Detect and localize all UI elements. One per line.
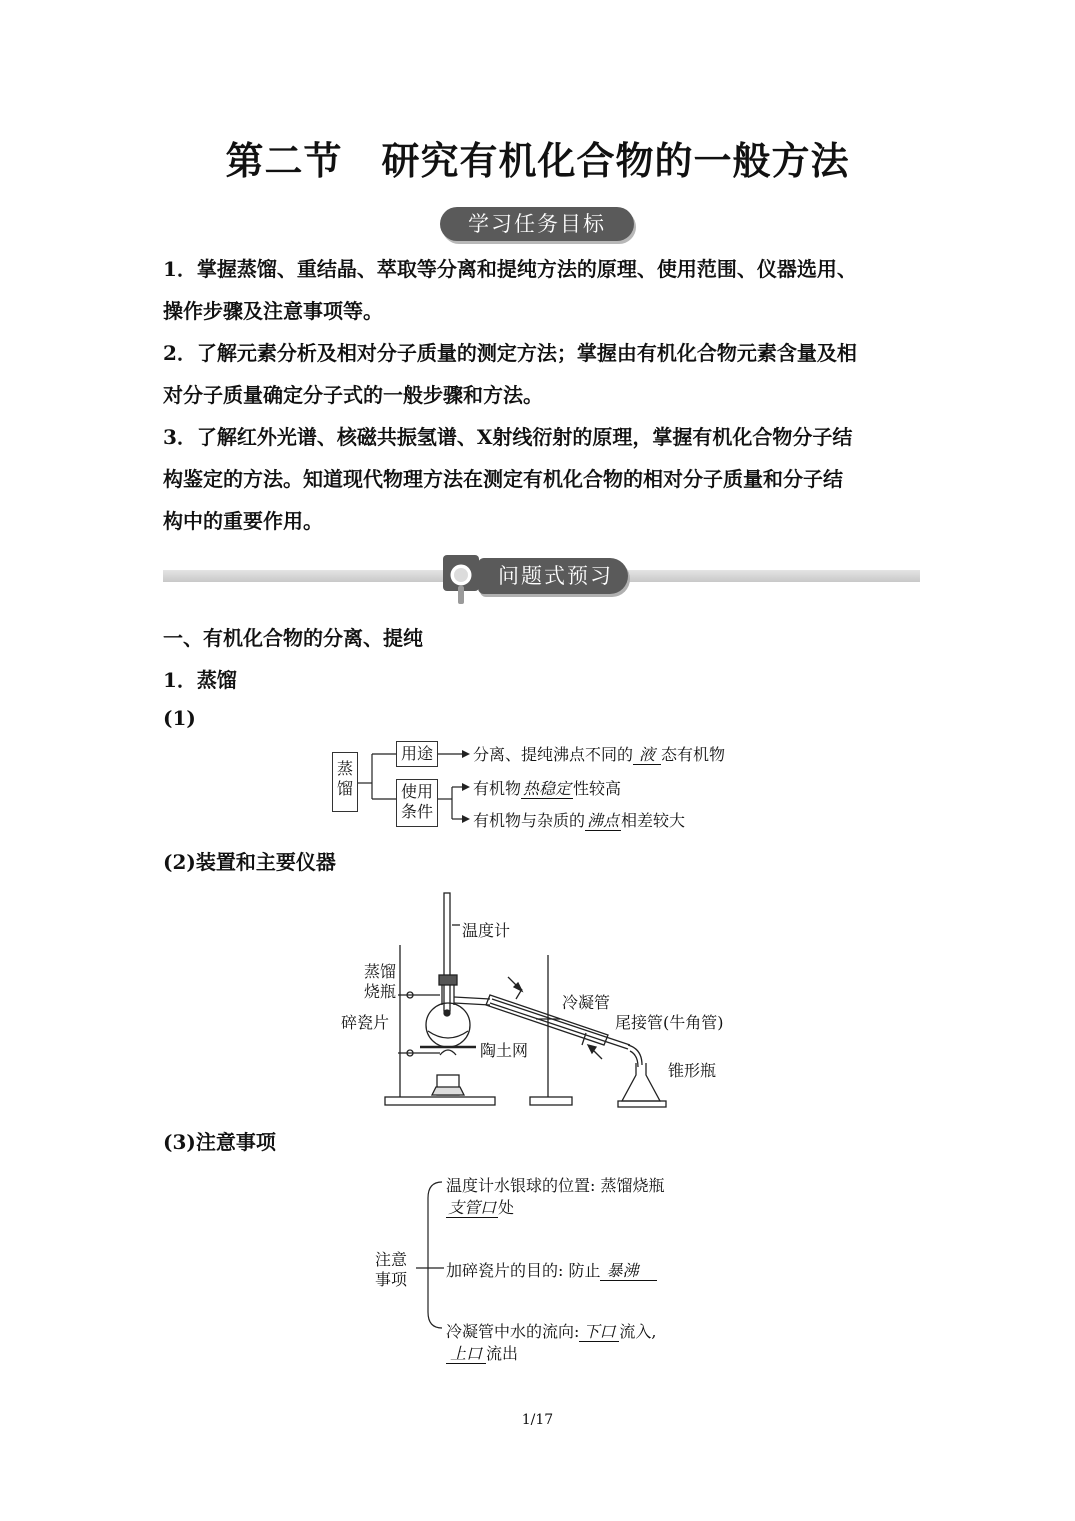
part-label-1: (1): [163, 706, 196, 730]
label-adapter: 尾接管(牛角管): [615, 1013, 724, 1032]
use-answer: 液: [633, 745, 661, 765]
use-text-pre: 分离、提纯沸点不同的: [473, 745, 634, 764]
objective-3: [163, 416, 933, 542]
page-title: 第二节 研究有机化合物的一般方法: [225, 139, 850, 183]
note-2-pre: 加碎瓷片的目的: 防止: [446, 1261, 601, 1280]
condition-1-line: [473, 776, 621, 799]
distill-root-box: 蒸馏: [332, 752, 358, 812]
subsection-heading: 1．蒸馏: [163, 668, 237, 692]
objective-2-line2: 对分子质量确定分子式的一般步骤和方法。: [163, 383, 543, 407]
condition-2-pre: 有机物与杂质的: [473, 811, 586, 830]
label-boiling-chips: 碎瓷片: [341, 1013, 390, 1032]
note-1-answer: 支管口: [448, 1198, 497, 1217]
condition-1-pre: 有机物: [473, 779, 522, 798]
label-distilling-flask: 蒸馏烧瓶: [364, 962, 397, 1001]
use-box: 用途: [396, 741, 438, 767]
note-2-answer: 暴沸: [600, 1261, 656, 1281]
label-thermometer: 温度计: [462, 921, 511, 940]
part-label-3: (3)注意事项: [163, 1130, 276, 1154]
note-3: [446, 1321, 657, 1365]
notes-root: 注意事项: [375, 1250, 408, 1289]
label-conical-flask: 锥形瓶: [668, 1061, 717, 1080]
note-1-post: 处: [498, 1198, 515, 1217]
note-2: [446, 1258, 657, 1281]
part-label-2: (2)装置和主要仪器: [163, 850, 336, 874]
note-3-mid: 流入,: [619, 1322, 657, 1341]
note-1: [446, 1175, 664, 1219]
condition-box: 使用条件: [396, 779, 438, 827]
condition-2-line: [473, 808, 685, 831]
label-ceramic-gauze: 陶土网: [480, 1041, 529, 1060]
note-1-pre: 温度计水银球的位置: 蒸馏烧瓶: [446, 1176, 665, 1195]
objectives-badge: 学习任务目标: [440, 207, 634, 241]
objective-1: [163, 248, 933, 332]
note-3-post: 流出: [486, 1344, 519, 1363]
section-heading: 一、有机化合物的分离、提纯: [163, 626, 423, 650]
objective-2: [163, 332, 933, 416]
objective-1-line2: 操作步骤及注意事项等。: [163, 299, 383, 323]
page-number: 1/17: [521, 1412, 554, 1428]
use-line: [473, 742, 725, 765]
condition-2-post: 相差较大: [621, 811, 686, 830]
preview-banner: 问题式预习: [478, 558, 628, 594]
condition-1-post: 性较高: [573, 779, 622, 798]
note-3-pre: 冷凝管中水的流向:: [446, 1322, 580, 1341]
note-3-answer-1: 下口: [579, 1322, 619, 1342]
label-condenser: 冷凝管: [562, 993, 611, 1012]
objective-2-line1: 2．了解元素分析及相对分子质量的测定方法；掌握由有机化合物元素含量及相: [163, 341, 857, 365]
condition-1-answer: 热稳定: [523, 779, 572, 798]
use-text-post: 态有机物: [661, 745, 726, 764]
objective-3-line1: 3．了解红外光谱、核磁共振氢谱、X射线衍射的原理，掌握有机化合物分子结: [163, 425, 853, 449]
note-3-answer-2: 上口: [446, 1344, 486, 1364]
condition-2-answer: 沸点: [587, 811, 620, 830]
objective-3-line2: 构鉴定的方法。知道现代物理方法在测定有机化合物的相对分子质量和分子结: [163, 467, 843, 491]
objective-1-line1: 1．掌握蒸馏、重结晶、萃取等分离和提纯方法的原理、使用范围、仪器选用、: [163, 257, 857, 281]
objective-3-line3: 构中的重要作用。: [163, 509, 323, 533]
